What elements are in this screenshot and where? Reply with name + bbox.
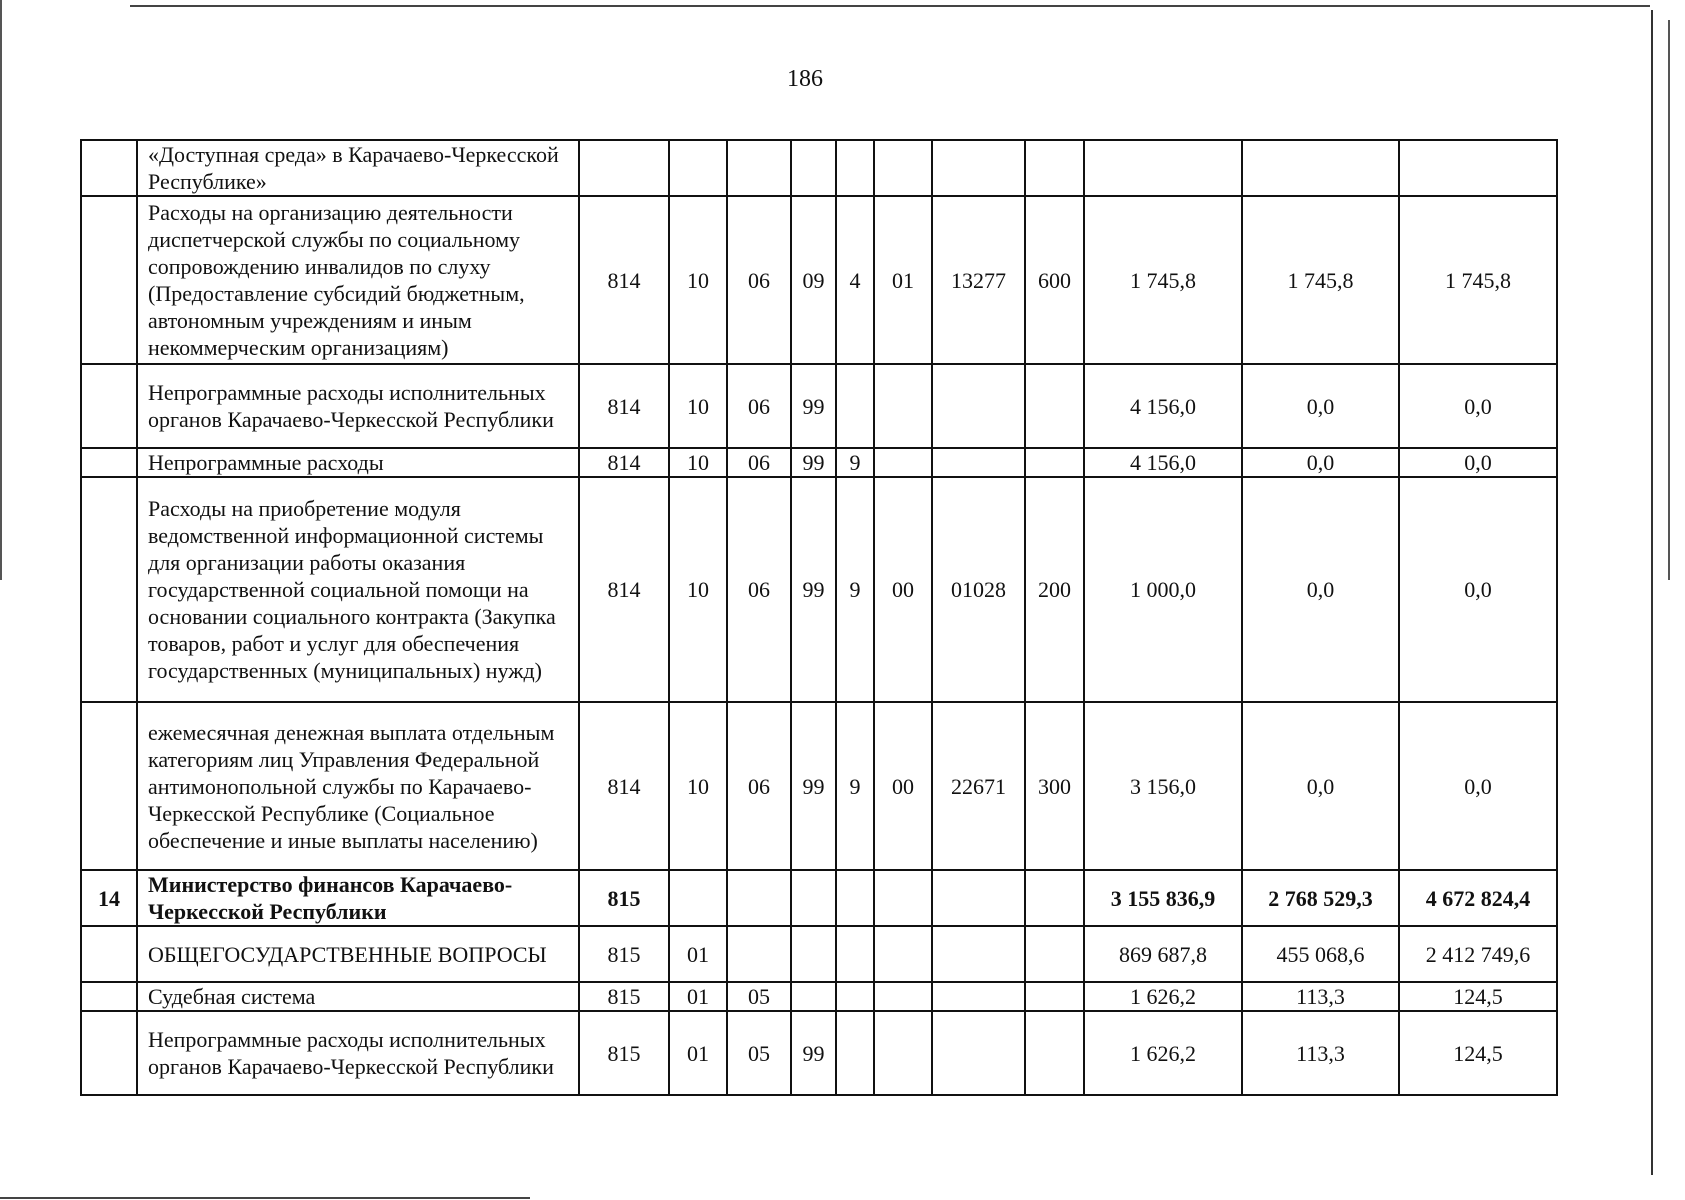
code-pr: 05 [727,1011,791,1095]
code-cs-event [874,982,932,1011]
amount-year-1: 869 687,8 [1084,926,1242,982]
amount-year-2 [1242,140,1399,196]
code-pr: 06 [727,364,791,448]
row-number [81,364,137,448]
code-cs-event [874,448,932,477]
amount-year-3: 0,0 [1399,477,1557,702]
amount-year-2: 0,0 [1242,364,1399,448]
table-row [81,477,1557,702]
amount-year-1: 3 156,0 [1084,702,1242,870]
code-cs-program [791,982,836,1011]
code-ved: 815 [579,926,669,982]
row-number [81,926,137,982]
code-cs-direction [932,1011,1025,1095]
code-cs-subprogram [836,870,874,926]
code-ved: 814 [579,702,669,870]
code-cs-event [874,364,932,448]
scan-border-bottom [0,1197,530,1199]
scan-border-right-outer [1668,20,1670,580]
code-cs-program [791,870,836,926]
row-number: 14 [81,870,137,926]
table-row [81,1011,1557,1095]
amount-year-3: 0,0 [1399,448,1557,477]
table-row [81,870,1557,926]
code-rz: 01 [669,1011,727,1095]
code-cs-event [874,140,932,196]
scan-border-top [130,5,1650,7]
amount-year-3: 4 672 824,4 [1399,870,1557,926]
budget-table [80,139,1558,1096]
code-cs-program [791,926,836,982]
code-cs-event [874,926,932,982]
code-ved: 815 [579,870,669,926]
code-cs-program: 99 [791,1011,836,1095]
code-vr [1025,982,1084,1011]
code-rz: 01 [669,926,727,982]
code-ved: 814 [579,448,669,477]
code-vr [1025,364,1084,448]
row-name: Судебная система [137,982,579,1011]
page-number: 186 [787,66,823,92]
amount-year-1: 4 156,0 [1084,364,1242,448]
code-pr: 05 [727,982,791,1011]
code-rz: 10 [669,364,727,448]
amount-year-2: 2 768 529,3 [1242,870,1399,926]
code-cs-program: 99 [791,702,836,870]
amount-year-3: 1 745,8 [1399,196,1557,364]
row-number [81,448,137,477]
row-number [81,196,137,364]
row-number [81,702,137,870]
code-cs-subprogram [836,140,874,196]
table-row [81,448,1557,477]
code-ved [579,140,669,196]
code-cs-program [791,140,836,196]
code-rz: 10 [669,448,727,477]
code-cs-event [874,870,932,926]
amount-year-1: 1 626,2 [1084,1011,1242,1095]
code-pr [727,140,791,196]
code-cs-subprogram: 4 [836,196,874,364]
code-cs-subprogram: 9 [836,477,874,702]
row-number [81,982,137,1011]
amount-year-1: 1 000,0 [1084,477,1242,702]
amount-year-3: 0,0 [1399,364,1557,448]
code-cs-program: 99 [791,364,836,448]
code-rz: 10 [669,702,727,870]
amount-year-3 [1399,140,1557,196]
code-cs-direction: 22671 [932,702,1025,870]
code-rz [669,140,727,196]
code-vr [1025,926,1084,982]
code-cs-direction [932,870,1025,926]
code-cs-direction: 13277 [932,196,1025,364]
code-cs-direction [932,926,1025,982]
code-pr [727,926,791,982]
row-name: ОБЩЕГОСУДАРСТВЕННЫЕ ВОПРОСЫ [137,926,579,982]
code-cs-direction: 01028 [932,477,1025,702]
code-cs-subprogram [836,982,874,1011]
row-name: Непрограммные расходы исполнительных органов Карачаево-Черкесской Республики [137,364,579,448]
code-ved: 815 [579,982,669,1011]
code-pr [727,870,791,926]
amount-year-1: 1 626,2 [1084,982,1242,1011]
code-ved: 814 [579,477,669,702]
amount-year-1: 1 745,8 [1084,196,1242,364]
table-row [81,702,1557,870]
amount-year-3: 124,5 [1399,1011,1557,1095]
table-row [81,982,1557,1011]
amount-year-1: 4 156,0 [1084,448,1242,477]
code-vr: 300 [1025,702,1084,870]
amount-year-2: 0,0 [1242,477,1399,702]
amount-year-2: 455 068,6 [1242,926,1399,982]
code-rz: 01 [669,982,727,1011]
table-row [81,926,1557,982]
code-cs-subprogram [836,926,874,982]
code-pr: 06 [727,477,791,702]
code-pr: 06 [727,448,791,477]
amount-year-3: 2 412 749,6 [1399,926,1557,982]
amount-year-1: 3 155 836,9 [1084,870,1242,926]
code-pr: 06 [727,196,791,364]
amount-year-3: 0,0 [1399,702,1557,870]
table-row [81,140,1557,196]
amount-year-2: 1 745,8 [1242,196,1399,364]
code-cs-direction [932,140,1025,196]
amount-year-2: 113,3 [1242,982,1399,1011]
scan-border-right [1651,10,1653,1175]
code-cs-direction [932,448,1025,477]
row-name: «Доступная среда» в Карачаево-Черкесской Республике» [137,140,579,196]
code-cs-subprogram [836,364,874,448]
code-cs-direction [932,364,1025,448]
code-vr: 600 [1025,196,1084,364]
code-cs-program: 09 [791,196,836,364]
table-row [81,364,1557,448]
code-rz [669,870,727,926]
code-vr [1025,1011,1084,1095]
row-name: Непрограммные расходы исполнительных органов Карачаево-Черкесской Республики [137,1011,579,1095]
code-cs-direction [932,982,1025,1011]
row-name: Непрограммные расходы [137,448,579,477]
amount-year-1 [1084,140,1242,196]
code-vr: 200 [1025,477,1084,702]
code-vr [1025,870,1084,926]
code-ved: 814 [579,364,669,448]
code-cs-subprogram: 9 [836,702,874,870]
code-cs-program: 99 [791,477,836,702]
row-name: Расходы на приобретение модуля ведомственной информационной системы для организации работы оказания государственной социальной помощи на основании социального контракта (Закупка товаров, работ и услуг для обеспечения государственных (муниципальных) нужд) [137,477,579,702]
row-number [81,477,137,702]
amount-year-3: 124,5 [1399,982,1557,1011]
amount-year-2: 113,3 [1242,1011,1399,1095]
code-vr [1025,140,1084,196]
code-cs-event: 00 [874,477,932,702]
code-cs-event: 00 [874,702,932,870]
row-name: Расходы на организацию деятельности диспетчерской службы по социальному сопровождению инвалидов по слуху (Предоставление субсидий бюджетным, автономным учреждениям и иным некоммерческим организациям) [137,196,579,364]
code-cs-program: 99 [791,448,836,477]
code-ved: 814 [579,196,669,364]
code-rz: 10 [669,196,727,364]
code-rz: 10 [669,477,727,702]
code-cs-subprogram: 9 [836,448,874,477]
code-cs-event [874,1011,932,1095]
code-cs-subprogram [836,1011,874,1095]
code-ved: 815 [579,1011,669,1095]
row-number [81,140,137,196]
row-name: Министерство финансов Карачаево-Черкесской Республики [137,870,579,926]
row-name: ежемесячная денежная выплата отдельным категориям лиц Управления Федеральной антимонопольной службы по Карачаево-Черкесской Республике (Социальное обеспечение и иные выплаты населению) [137,702,579,870]
code-pr: 06 [727,702,791,870]
code-cs-event: 01 [874,196,932,364]
row-number [81,1011,137,1095]
amount-year-2: 0,0 [1242,702,1399,870]
amount-year-2: 0,0 [1242,448,1399,477]
code-vr [1025,448,1084,477]
table-row [81,196,1557,364]
